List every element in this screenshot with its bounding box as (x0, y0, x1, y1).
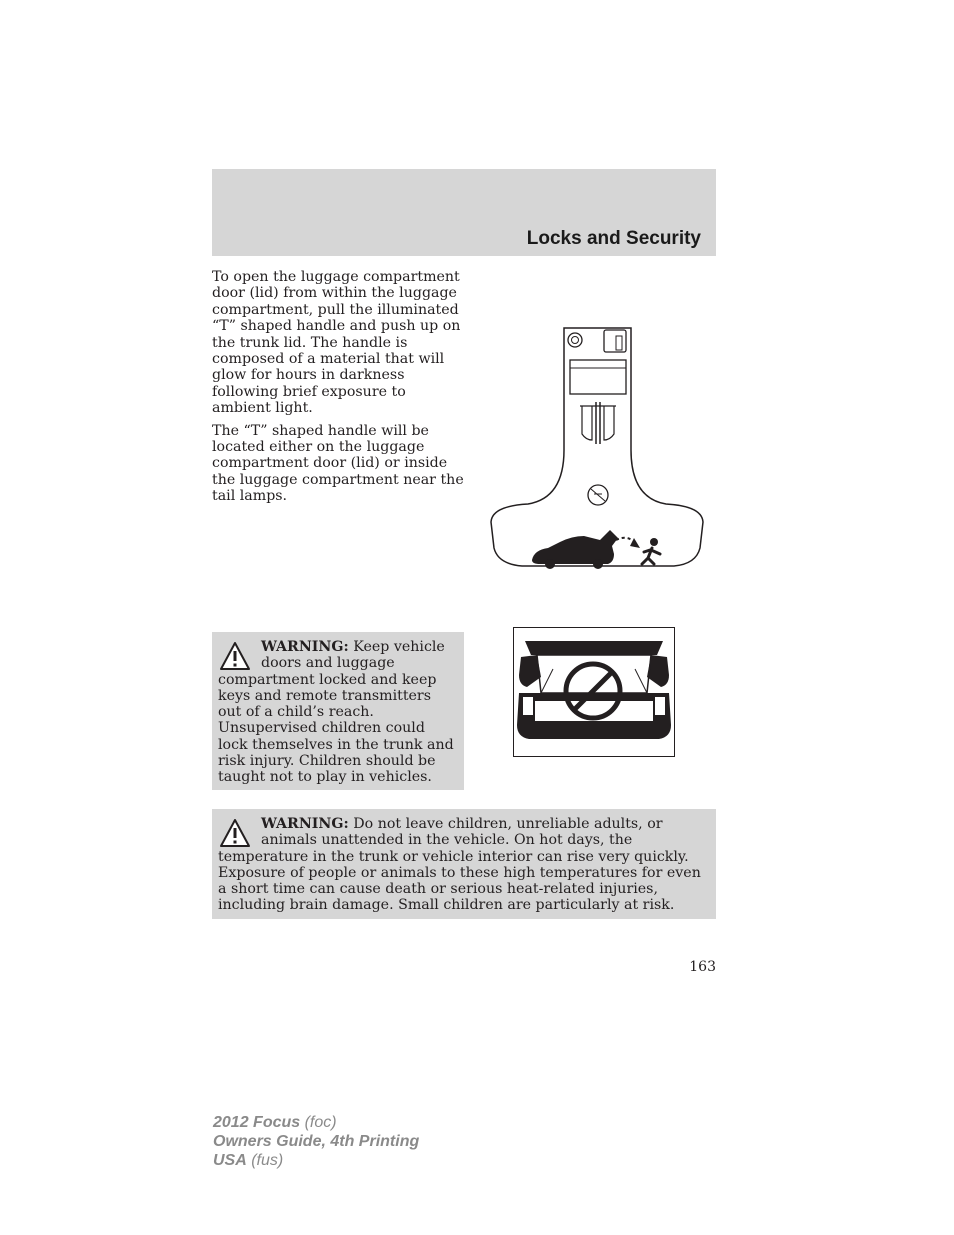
warning-box (212, 632, 464, 790)
warning-box (212, 809, 716, 919)
paragraph: The “T” shaped handle will be located either on the luggage compartment door (lid) or inside the luggage compartment near the tail lamps. (212, 422, 464, 505)
warning-label: WARNING: (261, 816, 349, 832)
trunk-release-handle-icon (488, 322, 706, 574)
footer (213, 1113, 419, 1170)
warning-label: WARNING: (261, 639, 349, 655)
section-header (212, 169, 716, 256)
warning-triangle-icon (219, 818, 251, 848)
section-title: Locks and Security (526, 228, 701, 249)
page-number: 163 (689, 959, 716, 975)
warning-triangle-icon (219, 641, 251, 671)
footer-line: 2012 Focus (foc) (213, 1114, 337, 1131)
warning-text: Do not leave children, unreliable adults, or animals unattended in the vehicle. On hot days, the temperature in the trunk or vehicle interior can rise very quickly. Exposure of people or animals to these high temperatures for even a short time can cause death or serious heat-related injuries, including brain damage. Small children are particularly at risk. (218, 816, 701, 914)
no-children-in-trunk-icon (513, 627, 675, 757)
footer-line: Owners Guide, 4th Printing (213, 1133, 420, 1150)
body-text (212, 269, 466, 511)
footer-line: USA (fus) (213, 1152, 284, 1169)
warning-text: Keep vehicle doors and luggage compartment locked and keep keys and remote transmitters out of a child’s reach. Unsupervised children could lock themselves in the trunk and risk injury. Children should be taught not to play in vehicles. (218, 639, 454, 786)
paragraph: To open the luggage compartment door (lid) from within the luggage compartment, pull the illuminated “T” shaped handle and push up on the trunk lid. The handle is composed of a material that will glow for hours in darkness following brief exposure to ambient light. (212, 269, 461, 417)
